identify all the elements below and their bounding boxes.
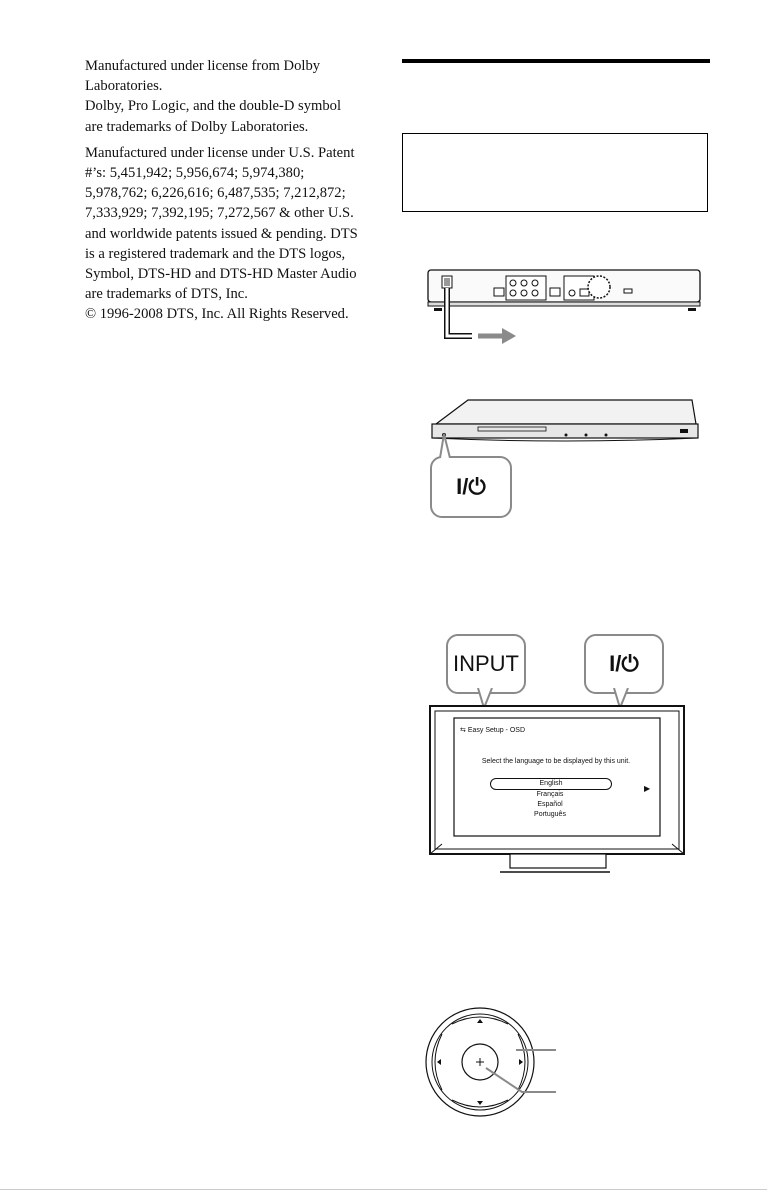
input-button-callout [446,634,526,694]
osd-scroll-right-icon[interactable]: ▶ [644,784,651,793]
dolby-trademark-line-1: Dolby, Pro Logic, and the double-D symbol [85,98,342,115]
page-bottom-edge [0,1189,767,1190]
dolby-license-line-2: Laboratories. [85,78,163,95]
osd-language-portugues[interactable]: Português [534,811,566,818]
dolby-license-line-1: Manufactured under license from Dolby [85,58,321,74]
power-callout-pointer [436,432,456,458]
osd-language-english[interactable]: English [490,778,612,790]
power-button-callout [430,456,512,518]
dts-line-1: Manufactured under license under U.S. Patent [85,144,355,161]
power-button-label: I/⏻ [456,474,486,499]
osd-prompt: Select the language to be displayed by this unit. [481,758,631,765]
osd-language-francais[interactable]: Français [536,791,564,798]
rear-panel-figure [426,266,706,346]
dts-line-3: 5,978,762; 6,226,616; 6,487,535; 7,212,872; [85,185,346,202]
osd-language-espanol[interactable]: Español [537,801,563,808]
dts-line-5: and worldwide patents issued & pending. DTS [85,225,358,242]
dts-line-6: is a registered trademark and the DTS logos, [85,245,346,262]
tv-power-button-label: I/⏻ [609,651,639,676]
input-button-label: INPUT [453,651,519,676]
section-heading-rule [402,59,710,63]
license-text-column [85,56,375,325]
dolby-trademark-line-2: are trademarks of Dolby Laboratories. [85,118,309,135]
note-box [402,133,708,212]
easy-setup-icon: ⇆ [460,727,468,734]
osd-title: Easy Setup - OSD [467,727,526,734]
osd-title-row [460,726,525,734]
osd-screen [456,720,656,832]
dts-line-4: 7,333,929; 7,392,195; 7,272,567 & other U.S. [85,205,354,222]
remote-nav-pad-figure [424,1006,560,1118]
dts-line-2: #’s: 5,451,942; 5,956,674; 5,974,380; [85,165,305,182]
dts-line-9: © 1996-2008 DTS, Inc. All Rights Reserved. [85,306,349,323]
dts-line-8: are trademarks of DTS, Inc. [85,286,248,303]
dts-line-7: Symbol, DTS-HD and DTS-HD Master Audio [85,266,357,283]
tv-power-button-callout [584,634,664,694]
